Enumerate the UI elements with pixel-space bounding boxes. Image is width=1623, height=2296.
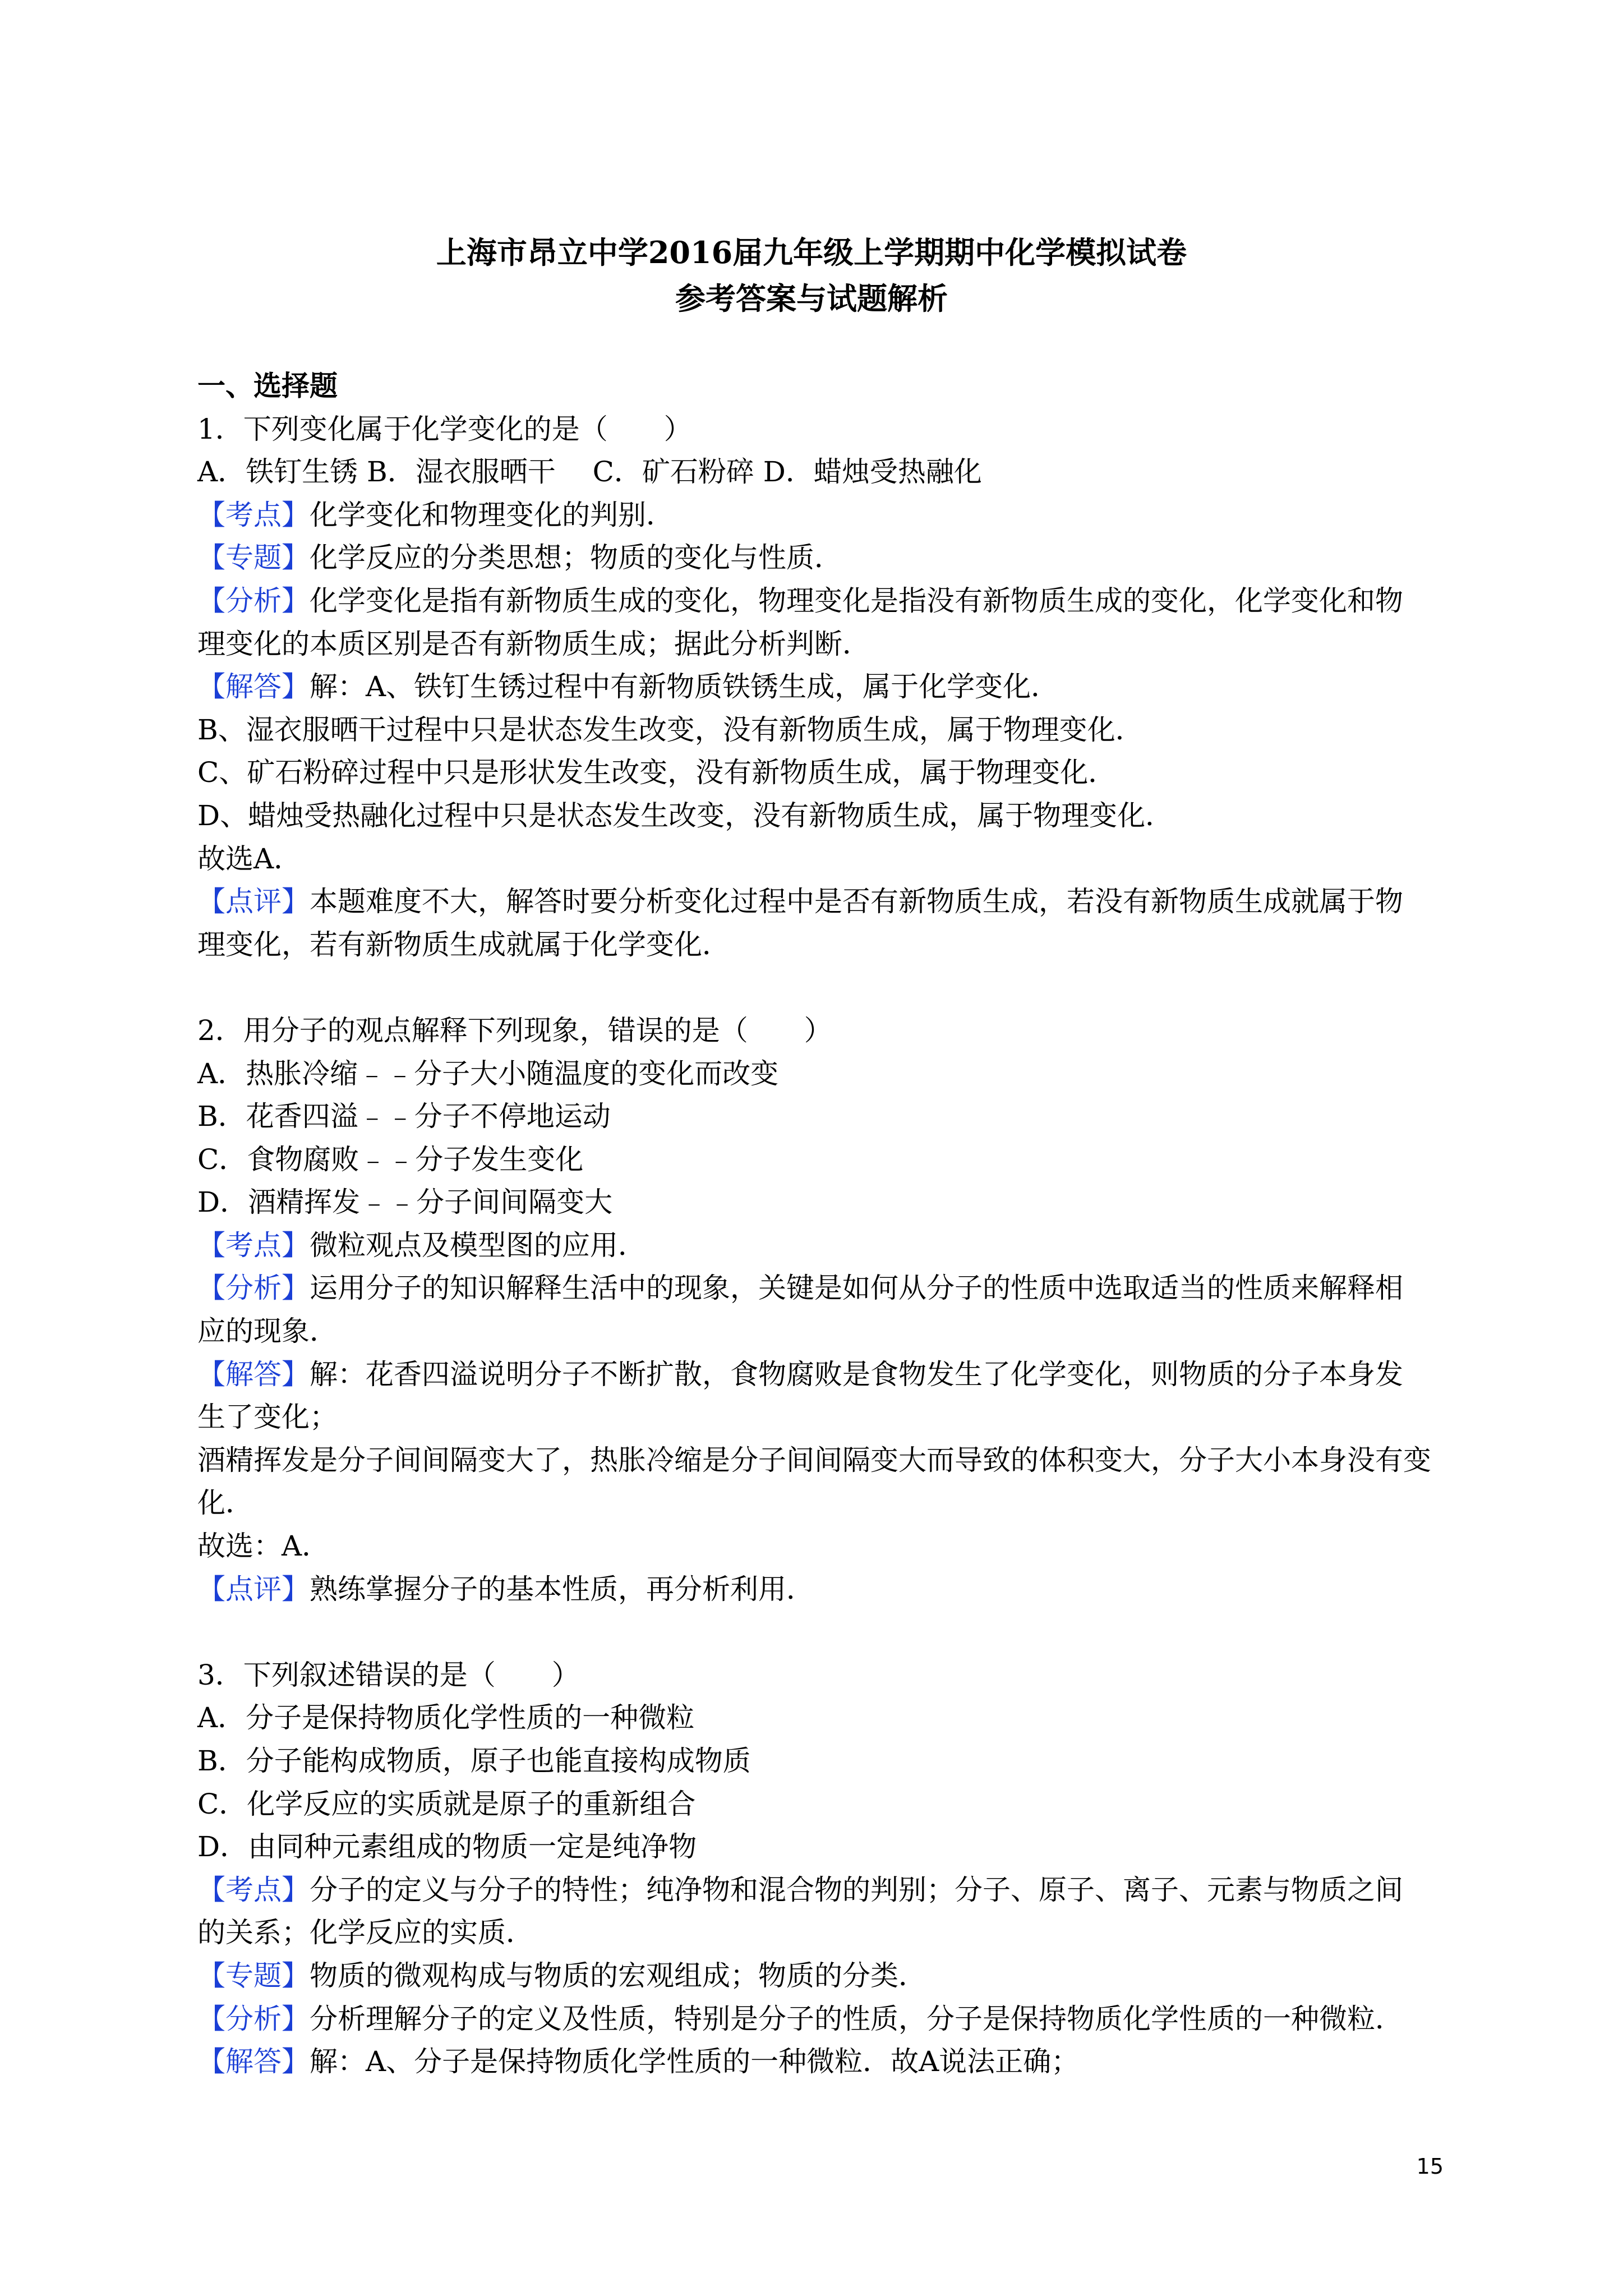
q2-fenxi-cont: 应的现象． bbox=[197, 1315, 338, 1348]
q2-option-c: C．食物腐败﹣﹣分子发生变化 bbox=[197, 1143, 584, 1176]
page-number: 15 bbox=[1416, 2154, 1444, 2179]
q1-kaodian bbox=[197, 494, 1437, 537]
q3-option-a: A．分子是保持物质化学性质的一种微粒 bbox=[197, 1701, 695, 1734]
q2-kaodian bbox=[197, 1224, 1437, 1267]
q1-zhuanti bbox=[197, 536, 1437, 579]
jieda-tag: 【解答】 bbox=[197, 1358, 310, 1391]
fenxi-tag: 【分析】 bbox=[197, 2002, 310, 2035]
q1-fenxi bbox=[197, 579, 1437, 623]
q1-dianping bbox=[197, 880, 1437, 923]
spacer bbox=[197, 966, 1437, 1009]
q3-option-c: C．化学反应的实质就是原子的重新组合 bbox=[197, 1787, 696, 1820]
document-subtitle: 参考答案与试题解析 bbox=[675, 280, 948, 316]
q3-fenxi bbox=[197, 1998, 1437, 2041]
q2-jieda-text: 解：花香四溢说明分子不断扩散，食物腐败是食物发生了化学变化，则物质的分子本身发 bbox=[310, 1358, 1403, 1391]
kaodian-tag: 【考点】 bbox=[197, 498, 310, 531]
q1-stem: 1．下列变化属于化学变化的是（ ） bbox=[197, 412, 692, 445]
q3-jieda bbox=[197, 2040, 1437, 2083]
q3-zhuanti-text: 物质的微观构成与物质的宏观组成；物质的分类． bbox=[310, 1959, 926, 1992]
jieda-tag: 【解答】 bbox=[197, 670, 310, 703]
q2-choice: 故选：A． bbox=[197, 1530, 330, 1563]
document-body bbox=[197, 365, 1437, 2083]
q2-option-b: B．花香四溢﹣﹣分子不停地运动 bbox=[197, 1100, 611, 1133]
q2-jieda-cont: 生了变化； bbox=[197, 1401, 338, 1434]
fenxi-tag: 【分析】 bbox=[197, 584, 310, 617]
q1-jieda bbox=[197, 665, 1437, 708]
q1-kaodian-text: 化学变化和物理变化的判别． bbox=[310, 498, 674, 531]
q1-fenxi-cont: 理变化的本质区别是否有新物质生成；据此分析判断． bbox=[197, 627, 870, 660]
zhuanti-tag: 【专题】 bbox=[197, 541, 310, 574]
spacer bbox=[197, 1611, 1437, 1654]
dianping-tag: 【点评】 bbox=[197, 1572, 310, 1605]
q3-stem: 3．下列叙述错误的是（ ） bbox=[197, 1658, 580, 1691]
q2-dianping-text: 熟练掌握分子的基本性质，再分析利用． bbox=[310, 1572, 814, 1605]
q1-zhuanti-text: 化学反应的分类思想；物质的变化与性质． bbox=[310, 541, 842, 574]
q2-jieda-4: 化． bbox=[197, 1487, 253, 1520]
q3-option-d: D．由同种元素组成的物质一定是纯净物 bbox=[197, 1830, 697, 1864]
q1-choice: 故选A． bbox=[197, 842, 302, 875]
kaodian-tag: 【考点】 bbox=[197, 1873, 310, 1906]
jieda-tag: 【解答】 bbox=[197, 2045, 310, 2078]
q2-fenxi bbox=[197, 1267, 1437, 1310]
q2-jieda-3: 酒精挥发是分子间间隔变大了，热胀冷缩是分子间间隔变大而导致的体积变大，分子大小本身没有变 bbox=[197, 1443, 1431, 1476]
q3-kaodian-text: 分子的定义与分子的特性；纯净物和混合物的判别；分子、原子、离子、元素与物质之间 bbox=[310, 1873, 1403, 1906]
q2-jieda bbox=[197, 1353, 1437, 1396]
q3-fenxi-text: 分析理解分子的定义及性质，特别是分子的性质，分子是保持物质化学性质的一种微粒． bbox=[310, 2002, 1403, 2035]
q1-fenxi-text: 化学变化是指有新物质生成的变化，物理变化是指没有新物质生成的变化，化学变化和物 bbox=[310, 584, 1403, 617]
q1-jieda-c: C、矿石粉碎过程中只是形状发生改变，没有新物质生成，属于物理变化． bbox=[197, 756, 1117, 789]
q1-jieda-text: 解：A、铁钉生锈过程中有新物质铁锈生成，属于化学变化． bbox=[310, 670, 1059, 703]
q3-jieda-text: 解：A、分子是保持物质化学性质的一种微粒．故A说法正确； bbox=[310, 2045, 1080, 2078]
q1-dianping-cont: 理变化，若有新物质生成就属于化学变化． bbox=[197, 928, 730, 961]
q1-dianping-text: 本题难度不大，解答时要分析变化过程中是否有新物质生成，若没有新物质生成就属于物 bbox=[310, 885, 1403, 918]
q3-option-b: B．分子能构成物质，原子也能直接构成物质 bbox=[197, 1745, 751, 1777]
q1-jieda-d: D、蜡烛受热融化过程中只是状态发生改变，没有新物质生成，属于物理变化． bbox=[197, 799, 1174, 832]
zhuanti-tag: 【专题】 bbox=[197, 1959, 310, 1992]
q3-kaodian bbox=[197, 1869, 1437, 1912]
q2-option-d: D．酒精挥发﹣﹣分子间间隔变大 bbox=[197, 1186, 613, 1219]
section-heading: 一、选择题 bbox=[197, 369, 338, 402]
dianping-tag: 【点评】 bbox=[197, 885, 310, 918]
q1-jieda-b: B、湿衣服晒干过程中只是状态发生改变，没有新物质生成，属于物理变化． bbox=[197, 713, 1144, 746]
q2-option-a: A．热胀冷缩﹣﹣分子大小随温度的变化而改变 bbox=[197, 1057, 779, 1090]
q2-fenxi-text: 运用分子的知识解释生活中的现象，关键是如何从分子的性质中选取适当的性质来解释相 bbox=[310, 1272, 1403, 1305]
q3-kaodian-cont: 的关系；化学反应的实质． bbox=[197, 1916, 534, 1949]
q2-kaodian-text: 微粒观点及模型图的应用． bbox=[310, 1228, 646, 1262]
document-title: 上海市昂立中学2016届九年级上学期期中化学模拟试卷 bbox=[436, 234, 1187, 270]
fenxi-tag: 【分析】 bbox=[197, 1272, 310, 1305]
q2-stem: 2．用分子的观点解释下列现象，错误的是（ ） bbox=[197, 1014, 832, 1047]
q2-dianping bbox=[197, 1568, 1437, 1611]
q1-options: A．铁钉生锈 B．湿衣服晒干 C．矿石粉碎 D．蜡烛受热融化 bbox=[197, 455, 982, 489]
kaodian-tag: 【考点】 bbox=[197, 1228, 310, 1262]
q3-zhuanti bbox=[197, 1954, 1437, 1998]
